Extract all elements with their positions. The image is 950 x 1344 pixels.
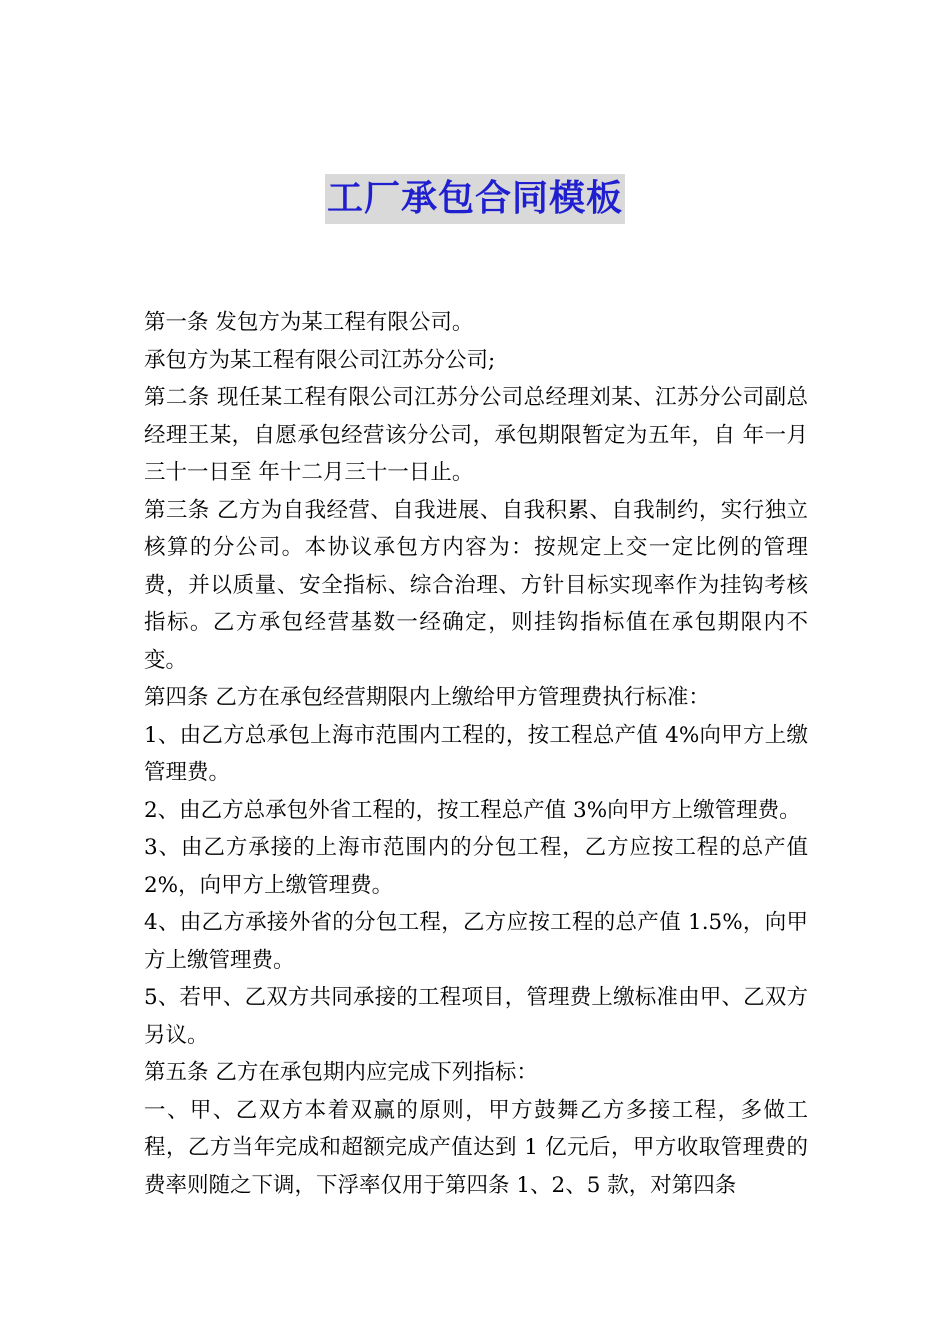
body-paragraph: 承包方为某工程有限公司江苏分公司;: [144, 347, 496, 373]
body-paragraph: 一、甲、乙双方本着双赢的原则，甲方鼓舞乙方多接工程，多做工程，乙方当年完成和超额完成产值达到 1 亿元后，甲方收取管理费的费率则随之下调，下浮率仅用于第四条 1、2、5 款，对第四条: [144, 1097, 808, 1198]
body-paragraph: 第一条 发包方为某工程有限公司。: [144, 310, 474, 335]
document-body: [144, 304, 808, 1204]
body-paragraph: 第五条 乙方在承包期内应完成下列指标：: [144, 1060, 538, 1085]
body-paragraph: 1、由乙方总承包上海市范围内工程的，按工程总产值 4%向甲方上缴管理费。: [144, 722, 808, 785]
body-paragraph: 第三条 乙方为自我经营、自我进展、自我积累、自我制约，实行独立核算的分公司。本协议承包方内容为：按规定上交一定比例的管理费，并以质量、安全指标、综合治理、方针目标实现率作为挂钩考核指标。乙方承包经营基数一经确定，则挂钩指标值在承包期限内不变。: [144, 497, 808, 673]
body-paragraph: 5、若甲、乙双方共同承接的工程项目，管理费上缴标准由甲、乙双方另议。: [144, 985, 808, 1048]
body-paragraph: 第四条 乙方在承包经营期限内上缴给甲方管理费执行标准：: [144, 685, 710, 710]
body-paragraph: 4、由乙方承接外省的分包工程，乙方应按工程的总产值 1.5%，向甲方上缴管理费。: [144, 910, 808, 973]
body-paragraph: 第二条 现任某工程有限公司江苏分公司总经理刘某、江苏分公司副总经理王某，自愿承包经营该分公司，承包期限暂定为五年，自 年一月三十一日至 年十二月三十一日止。: [144, 385, 808, 485]
document-title: 工厂承包合同模板: [325, 174, 625, 224]
body-paragraph: 3、由乙方承接的上海市范围内的分包工程，乙方应按工程的总产值 2%，向甲方上缴管理费。: [144, 835, 808, 898]
title-container: [0, 174, 950, 224]
body-paragraph: 2、由乙方总承包外省工程的，按工程总产值 3%向甲方上缴管理费。: [144, 797, 801, 823]
